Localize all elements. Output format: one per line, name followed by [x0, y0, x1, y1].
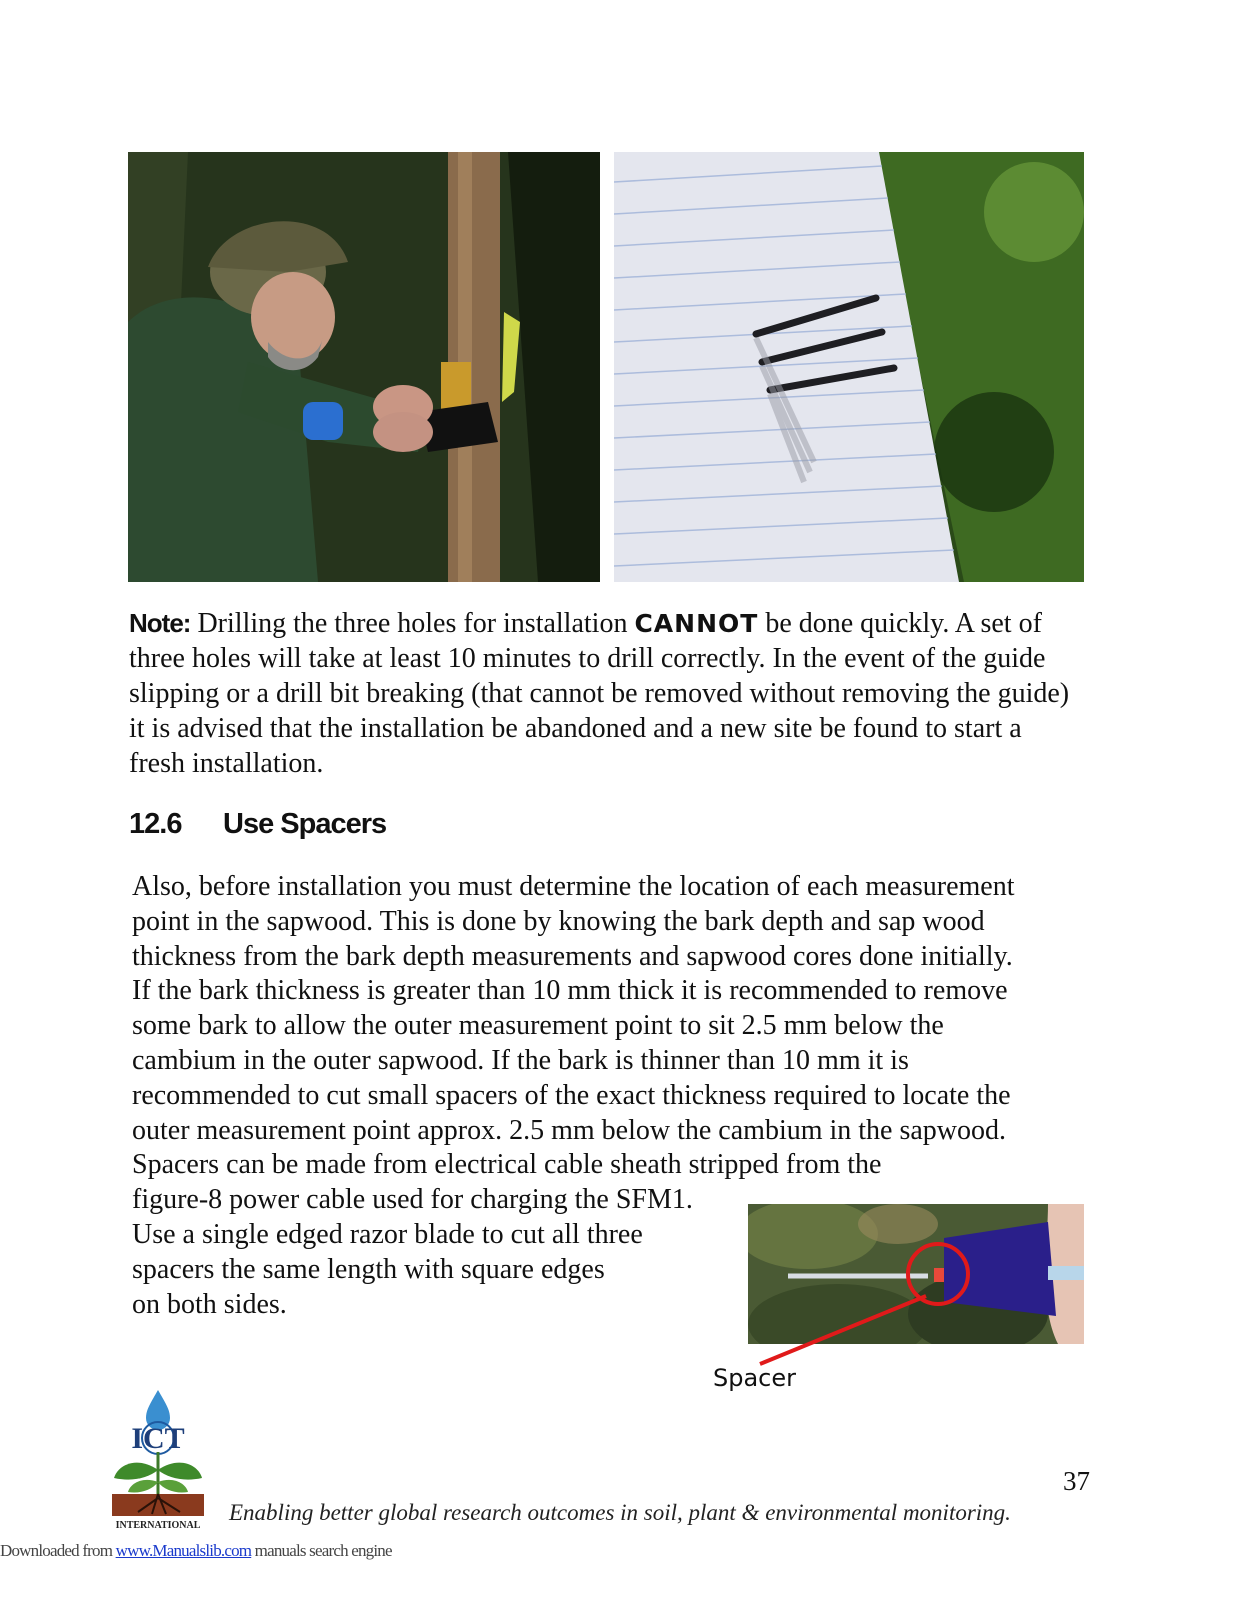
note-emphasis: CANNOT: [634, 609, 759, 638]
download-source-bar: [0, 1541, 392, 1561]
body-line: figure-8 power cable used for charging the SFM1.: [132, 1184, 693, 1216]
body-line: on both sides.: [132, 1288, 287, 1320]
ict-international-logo: [108, 1386, 208, 1532]
body-line: Use a single edged razor blade to cut all three: [132, 1218, 643, 1250]
footer-tagline: Enabling better global research outcomes in soil, plant & environmental monitoring.: [229, 1500, 1011, 1525]
body-line: recommended to cut small spacers of the exact thickness required to locate the: [132, 1079, 1011, 1111]
photo-drill-bits-on-paper: [614, 152, 1084, 582]
photo-researcher-drilling-tree: [128, 152, 600, 582]
section-number: 12.6: [129, 808, 182, 840]
body-line: cambium in the outer sapwood. If the bark is thinner than 10 mm it is: [132, 1044, 909, 1076]
note-text-before: Drilling the three holes for installation: [190, 608, 635, 639]
body-line: thickness from the bark depth measurements and sapwood cores done initially.: [132, 940, 1013, 972]
body-line: If the bark thickness is greater than 10 mm thick it is recommended to remove: [132, 975, 1008, 1007]
manualslib-link[interactable]: www.Manualslib.com: [115, 1541, 252, 1560]
spacer-callout-label: Spacer: [713, 1364, 797, 1392]
body-line: spacers the same length with square edges: [132, 1253, 605, 1285]
body-line: Also, before installation you must determine the location of each measurement: [132, 871, 1015, 902]
svg-text:ICT: ICT: [131, 1422, 185, 1455]
body-line: outer measurement point approx. 2.5 mm below the cambium in the sapwood.: [132, 1114, 1007, 1146]
body-line: some bark to allow the outer measurement point to sit 2.5 mm below the: [132, 1010, 944, 1042]
download-prefix: Downloaded from: [0, 1541, 116, 1560]
body-line: point in the sapwood. This is done by knowing the bark depth and sap wood: [132, 905, 985, 937]
note-label: Note:: [129, 608, 191, 638]
page-number: 37: [1063, 1466, 1090, 1496]
section-title: Use Spacers: [223, 808, 387, 840]
body-line: Spacers can be made from electrical cable sheath stripped from the: [132, 1149, 882, 1181]
svg-text:INTERNATIONAL: INTERNATIONAL: [115, 1520, 201, 1531]
installation-note: [129, 606, 1079, 781]
download-suffix: manuals search engine: [251, 1541, 392, 1560]
photo-probe-with-spacer: [748, 1204, 1084, 1344]
section-heading: [129, 808, 386, 841]
note-text-after: be done quickly. A set of three holes will take at least 10 minutes to drill correctly. In the event of the guide slipping or a drill bit breaking (that cannot be removed without removing the guide) it is advised that the installation be abandoned and a new site be found to start a fresh installation.: [129, 608, 1070, 779]
